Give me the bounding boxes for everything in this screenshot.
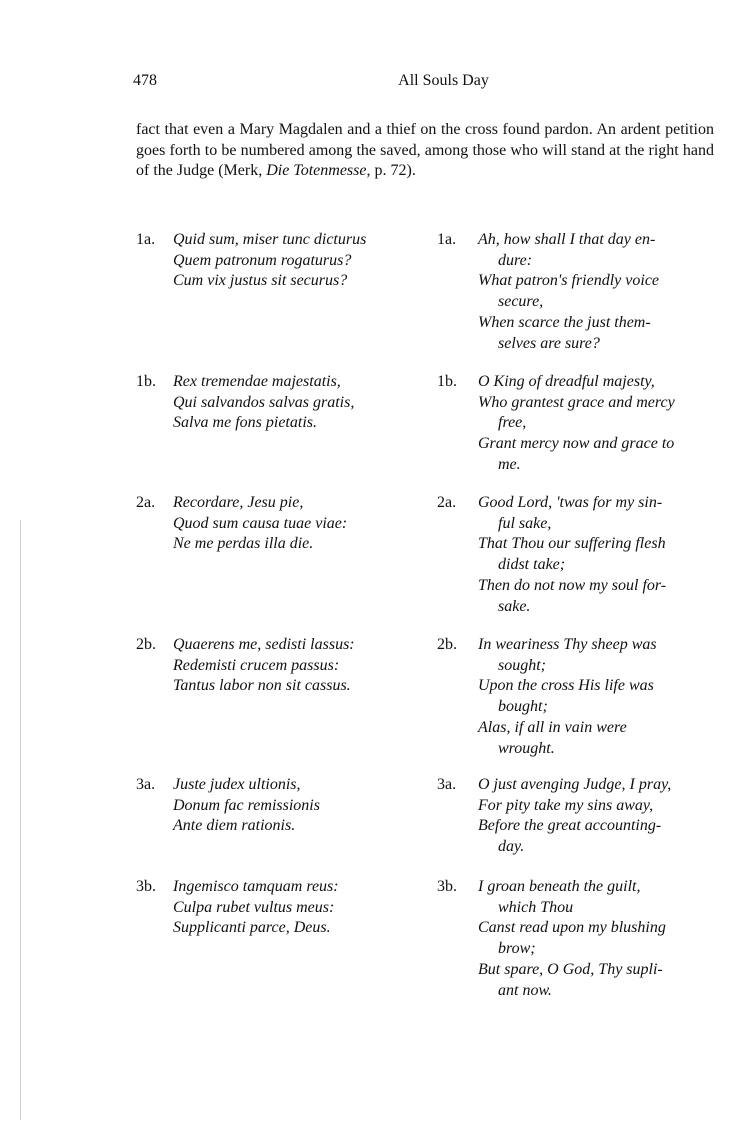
english-verse: [478, 877, 716, 1001]
english-line-continuation: secure,: [498, 293, 544, 311]
latin-verse-label: 1b.: [136, 373, 156, 390]
latin-verse: [173, 775, 428, 837]
english-line: [478, 816, 716, 857]
english-verse: [478, 372, 716, 476]
english-line: [478, 434, 716, 475]
english-line-continuation: day.: [498, 838, 525, 856]
english-line-text: Then do not now my soul for-: [478, 576, 667, 594]
english-line-text: Alas, if all in vain were: [478, 718, 627, 736]
english-line: [478, 230, 716, 271]
english-line-continuation: me.: [498, 455, 521, 473]
english-line-text: That Thou our suffering flesh: [478, 535, 666, 553]
latin-line: Qui salvandos salvas gratis,: [173, 393, 355, 411]
english-line-continuation: which Thou: [498, 898, 574, 916]
english-line-continuation: ful sake,: [498, 514, 552, 532]
english-verse-label: 3b.: [437, 878, 457, 895]
latin-verse: [173, 635, 428, 697]
english-line: [478, 796, 716, 817]
latin-line: Juste judex ultionis,: [173, 776, 301, 793]
latin-verse-label: 2b.: [136, 636, 156, 653]
english-verse: [478, 635, 716, 759]
latin-line: Culpa rubet vultus meus:: [173, 898, 335, 916]
english-line-text: For pity take my sins away,: [478, 796, 654, 814]
latin-line: Quem patronum rogaturus?: [173, 251, 352, 269]
latin-line: Rex tremendae majestatis,: [173, 373, 341, 390]
english-line: [478, 271, 716, 312]
page-number: 478: [133, 72, 157, 89]
latin-line: Ingemisco tamquam reus:: [173, 878, 339, 895]
english-line: [478, 676, 716, 717]
english-line-text: Before the great accounting-: [478, 817, 662, 835]
english-line: [478, 576, 716, 617]
english-verse-label: 3a.: [437, 776, 457, 793]
english-line-continuation: sought;: [498, 656, 546, 674]
english-line: [478, 918, 716, 959]
english-line-text: Upon the cross His life was: [478, 677, 654, 695]
latin-line: Donum fac remissionis: [173, 796, 320, 814]
intro-text-end: , p. 72).: [366, 162, 416, 180]
english-verse: [478, 493, 716, 617]
english-line-continuation: didst take;: [498, 556, 566, 574]
latin-line: Ante diem rationis.: [173, 817, 296, 835]
latin-verse-label: 3b.: [136, 878, 156, 895]
latin-line: Cum vix justus sit securus?: [173, 272, 348, 290]
english-verse-label: 1b.: [437, 373, 457, 390]
english-line: [478, 493, 716, 534]
english-line: [478, 718, 716, 759]
english-line-continuation: sake.: [498, 597, 531, 615]
margin-rule: [20, 520, 21, 1120]
english-line-text: Ah, how shall I that day en-: [478, 231, 656, 248]
latin-verse-label: 1a.: [136, 231, 156, 248]
english-verse-label: 2b.: [437, 636, 457, 653]
english-line-continuation: free,: [498, 414, 527, 432]
english-line: [478, 635, 716, 676]
english-line-text: When scarce the just them-: [478, 313, 651, 331]
english-line-text: Grant mercy now and grace to: [478, 435, 675, 453]
english-line-continuation: ant now.: [498, 981, 552, 999]
english-verse-label: 1a.: [437, 231, 457, 248]
english-line: [478, 393, 716, 434]
english-line-text: Canst read upon my blushing: [478, 919, 666, 937]
latin-verse-label: 2a.: [136, 494, 156, 511]
running-title: All Souls Day: [398, 72, 489, 89]
latin-line: Tantus labor non sit cassus.: [173, 677, 351, 695]
english-line-continuation: wrought.: [498, 739, 555, 757]
english-line-continuation: bought;: [498, 698, 548, 716]
english-line-text: What patron's friendly voice: [478, 272, 660, 290]
latin-verse: [173, 372, 428, 434]
latin-line: Salva me fons pietatis.: [173, 414, 317, 432]
english-line-continuation: dure:: [498, 251, 533, 269]
intro-book-title: Die Totenmesse: [266, 162, 367, 180]
english-line-text: Who grantest grace and mercy: [478, 393, 675, 411]
english-line: [478, 534, 716, 575]
latin-line: Redemisti crucem passus:: [173, 656, 340, 674]
english-line: [478, 775, 716, 796]
english-line-text: Good Lord, 'twas for my sin-: [478, 494, 663, 511]
latin-line: Quod sum causa tuae viae:: [173, 514, 348, 532]
english-verse: [478, 230, 716, 354]
english-line-text: I groan beneath the guilt,: [478, 878, 641, 895]
latin-verse: [173, 230, 428, 292]
latin-line: Supplicanti parce, Deus.: [173, 919, 331, 937]
intro-text: fact that even a Mary Magdalen and a thief on the cross found pardon. An ardent petition goes forth to be numbered among the saved, among those who will stand at the right hand of the Judge (Merk,: [136, 121, 714, 180]
latin-line: Quid sum, miser tunc dicturus: [173, 231, 367, 248]
english-line-text: In weariness Thy sheep was: [478, 636, 657, 653]
latin-verse-label: 3a.: [136, 776, 156, 793]
latin-line: Recordare, Jesu pie,: [173, 494, 304, 511]
english-verse-label: 2a.: [437, 494, 457, 511]
english-line: [478, 960, 716, 1001]
page-header: [133, 72, 714, 96]
english-line-continuation: brow;: [498, 940, 536, 958]
intro-paragraph: [136, 120, 714, 182]
english-line: [478, 372, 716, 393]
latin-line: Ne me perdas illa die.: [173, 535, 314, 553]
english-line-text: But spare, O God, Thy supli-: [478, 960, 663, 978]
english-verse: [478, 775, 716, 858]
latin-line: Quaerens me, sedisti lassus:: [173, 636, 355, 653]
latin-verse: [173, 493, 428, 555]
english-line-text: O King of dreadful majesty,: [478, 373, 655, 390]
english-line: [478, 877, 716, 918]
english-line: [478, 313, 716, 354]
english-line-text: O just avenging Judge, I pray,: [478, 776, 672, 793]
english-line-continuation: selves are sure?: [498, 334, 600, 352]
latin-verse: [173, 877, 428, 939]
